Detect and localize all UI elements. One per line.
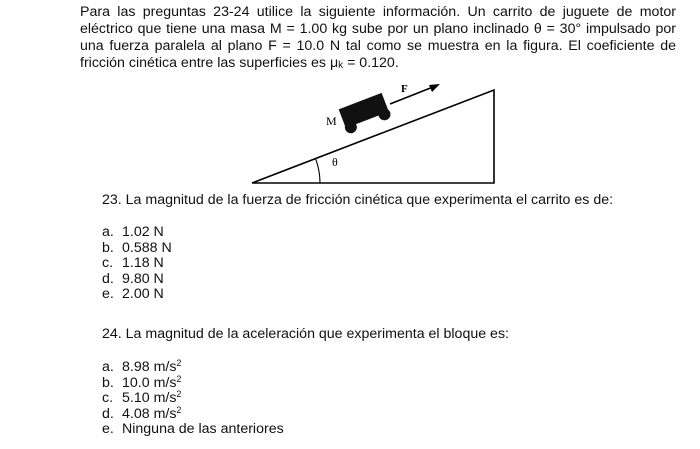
option-24d[interactable]: d. 4.08 $m/s^2$ [102,404,182,422]
intro-text: Para las preguntas 23-24 utilice la siguiente información. Un carrito de juguete de motor eléctrico que tiene una masa M = 1.00 kg sube por un plano inclinado θ = 30° impulsado por una fuerza paralela al plano F = 10.0 N tal como se muestra en la figura. El coeficiente de fricción cinética entre las superficies es μ [80,4,676,71]
question-24-options [102,360,284,438]
mass-label: M [326,114,337,128]
option-23e[interactable]: e. 2.00 N [102,286,164,302]
unit: m/s [153,359,177,375]
toy-cart [338,93,392,135]
intro-text-end: = 0.120. [343,55,399,71]
angle-label: θ [332,155,338,169]
question-23-title: 23. La magnitud de la fuerza de fricción cinética que experimenta el carrito es de: [102,192,614,208]
force-arrowhead [429,84,440,92]
option-23d[interactable]: d. 9.80 N [102,270,164,287]
force-label: F [401,83,408,95]
angle-arc [316,159,321,183]
option-24e[interactable]: e. Ninguna de las anteriores [102,421,284,437]
question-23-options [102,225,172,303]
option-24c[interactable]: c. 5.10 $m/s^2$ [102,389,182,406]
unit: m/s [153,390,177,406]
option-23c[interactable]: c. 1.18 N [102,255,164,271]
option-24b[interactable]: b. 10.0 $m/s^2$ [102,373,182,391]
option-23a[interactable]: a. 1.02 N [102,224,164,240]
option-24a[interactable]: a. 8.98 $m/s^2$ [102,358,182,375]
unit: m/s [153,374,177,391]
mu-subscript: k [338,60,344,71]
unit: m/s [153,405,177,422]
option-23b[interactable]: b. 0.588 N [102,239,172,256]
incline-figure [240,75,510,187]
intro-paragraph [80,4,676,74]
force-arrow [390,87,433,104]
question-24-title: 24. La magnitud de la aceleración que experimenta el bloque es: [102,326,509,342]
